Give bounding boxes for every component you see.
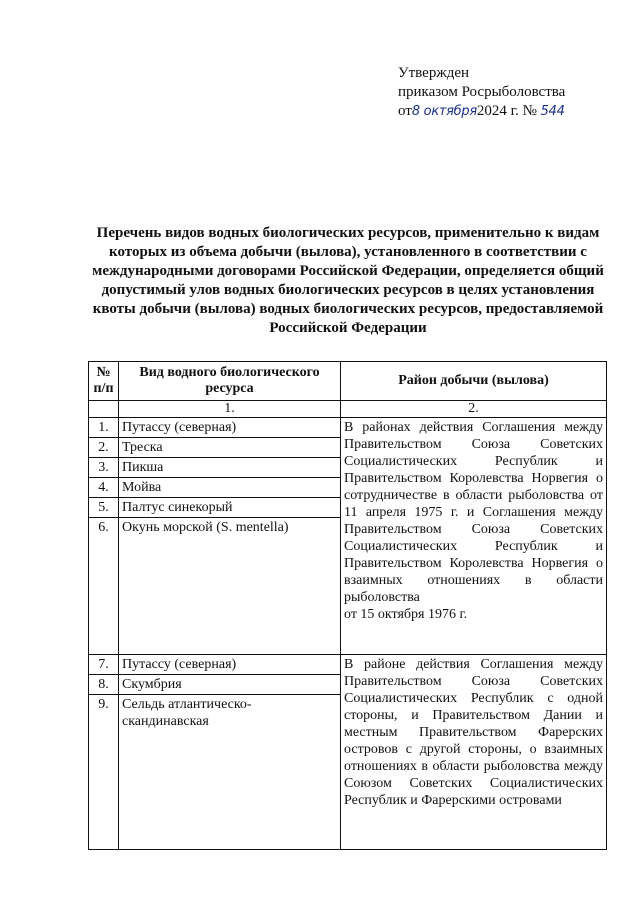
subheader-col1: 1. <box>119 401 341 418</box>
header-area: Район добычи (вылова) <box>341 362 607 401</box>
row-species: Скумбрия <box>119 675 341 695</box>
subheader-col2: 2. <box>341 401 607 418</box>
subheader-empty <box>89 401 119 418</box>
row-number: 6. <box>89 518 119 655</box>
row-number: 1. <box>89 418 119 438</box>
row-species: Мойва <box>119 478 341 498</box>
table-row <box>89 418 607 438</box>
row-number: 3. <box>89 458 119 478</box>
table-header-row <box>89 362 607 401</box>
row-species: Треска <box>119 438 341 458</box>
area-text-last: от 15 октября 1976 г. <box>344 607 468 622</box>
row-number: 7. <box>89 655 119 675</box>
row-species: Пикша <box>119 458 341 478</box>
row-number: 4. <box>89 478 119 498</box>
approval-line-order: приказом Росрыболовства <box>398 84 566 100</box>
table-subheader-row <box>89 401 607 418</box>
document-title: Перечень видов водных биологических ресурсов, применительно к видам которых из объема добычи (вылова), установленного в соответствии с международными договорами Российской Федерации, определяется общий допустимый улов водных биологических ресурсов в целях установления квоты добычи (вылова) водных биологических ресурсов, предоставляемой Российской Федерации <box>92 225 604 336</box>
area-text: В районе действия Соглашения между Правительством Союза Советских Социалистических Республик с одной стороны, и Правительством Дании и местным Правительством Фарерских островов с другой стороны, о взаимных отношениях в области рыболовства между Союзом Советских Социалистических Республик и Фарерскими островами <box>344 657 603 808</box>
header-number: № п/п <box>89 362 119 401</box>
date-year: 2024 г. № <box>476 103 537 119</box>
row-number: 2. <box>89 438 119 458</box>
date-prefix: от <box>398 103 412 119</box>
area-text: В районах действия Соглашения между Правительством Союза Советских Социалистических Республик и Правительством Королевства Норвегия о сотрудничестве в области рыболовства от 11 апреля 1975 г. и Соглашения между Правительством Союза Советских Социалистических Республик и Правительством Королевства Норвегия о взаимных отношениях в области рыболовства <box>344 420 603 605</box>
species-table <box>88 361 607 850</box>
row-number: 5. <box>89 498 119 518</box>
row-species: Палтус синекорый <box>119 498 341 518</box>
row-species: Окунь морской (S. mentella) <box>119 518 341 655</box>
row-number: 9. <box>89 695 119 850</box>
row-species: Путассу (северная) <box>119 655 341 675</box>
approval-block <box>398 64 565 121</box>
handwritten-date: 8 октября <box>411 104 477 119</box>
approval-line-approved: Утвержден <box>398 65 470 81</box>
header-species: Вид водного биологического ресурса <box>119 362 341 401</box>
row-species: Путассу (северная) <box>119 418 341 438</box>
area-cell-faroe <box>341 655 607 850</box>
table-row <box>89 655 607 675</box>
row-species: Сельдь атлантическо-скандинавская <box>119 695 341 850</box>
area-cell-norway <box>341 418 607 655</box>
row-number: 8. <box>89 675 119 695</box>
handwritten-number: 544 <box>540 104 565 119</box>
approval-line-date <box>398 102 565 121</box>
